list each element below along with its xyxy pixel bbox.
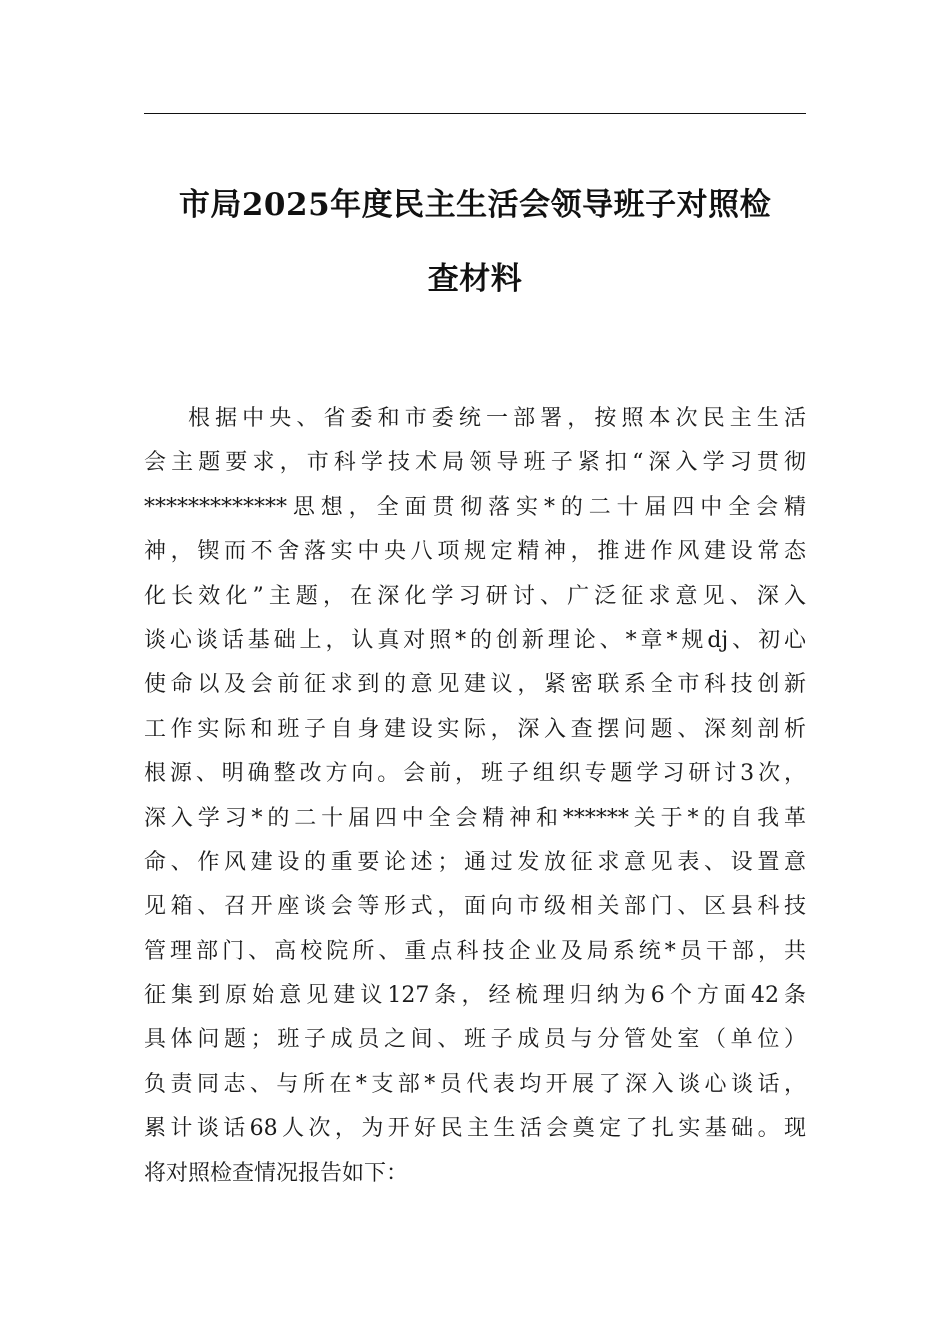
paragraph-line: 神，锲而不舍落实中央八项规定精神，推进作风建设常态 bbox=[144, 539, 806, 565]
paragraph-line: 谈心谈话基础上，认真对照*的创新理论、*章*规dj、初心 bbox=[144, 627, 806, 653]
body-paragraph bbox=[144, 397, 806, 1196]
paragraph-line: 会主题要求，市科学技术局领导班子紧扣“深入学习贯彻 bbox=[144, 450, 806, 476]
paragraph-line: 管理部门、高校院所、重点科技企业及局系统*员干部，共 bbox=[144, 938, 806, 964]
paragraph-line: 具体问题；班子成员之间、班子成员与分管处室（单位） bbox=[144, 1027, 806, 1053]
paragraph-line: 深入学习*的二十届四中全会精神和******关于*的自我革 bbox=[144, 805, 806, 831]
document-title bbox=[144, 168, 806, 316]
paragraph-line: 工作实际和班子自身建设实际，深入查摆问题、深刻剖析 bbox=[144, 716, 806, 742]
title-line-1: 市局2025年度民主生活会领导班子对照检 bbox=[178, 187, 772, 223]
paragraph-line: 负责同志、与所在*支部*员代表均开展了深入谈心谈话， bbox=[144, 1071, 806, 1097]
paragraph-line: 根据中央、省委和市委统一部署，按照本次民主生活 bbox=[188, 406, 806, 431]
paragraph-line: 使命以及会前征求到的意见建议，紧密联系全市科技创新 bbox=[144, 672, 806, 698]
title-line-2: 查材料 bbox=[427, 261, 523, 297]
header-rule bbox=[144, 113, 806, 114]
paragraph-line: 征集到原始意见建议127条，经梳理归纳为6个方面42条 bbox=[144, 983, 806, 1009]
paragraph-line: *************思想，全面贯彻落实*的二十届四中全会精 bbox=[144, 494, 806, 520]
paragraph-line: 化长效化”主题，在深化学习研讨、广泛征求意见、深入 bbox=[144, 583, 806, 609]
paragraph-line: 根源、明确整改方向。会前，班子组织专题学习研讨3次， bbox=[144, 761, 806, 787]
paragraph-line: 命、作风建设的重要论述；通过发放征求意见表、设置意 bbox=[144, 849, 806, 875]
paragraph-line: 累计谈话68人次，为开好民主生活会奠定了扎实基础。现 bbox=[144, 1116, 806, 1142]
paragraph-line: 见箱、召开座谈会等形式，面向市级相关部门、区县科技 bbox=[144, 894, 806, 920]
paragraph-line: 将对照检查情况报告如下： bbox=[144, 1160, 409, 1186]
